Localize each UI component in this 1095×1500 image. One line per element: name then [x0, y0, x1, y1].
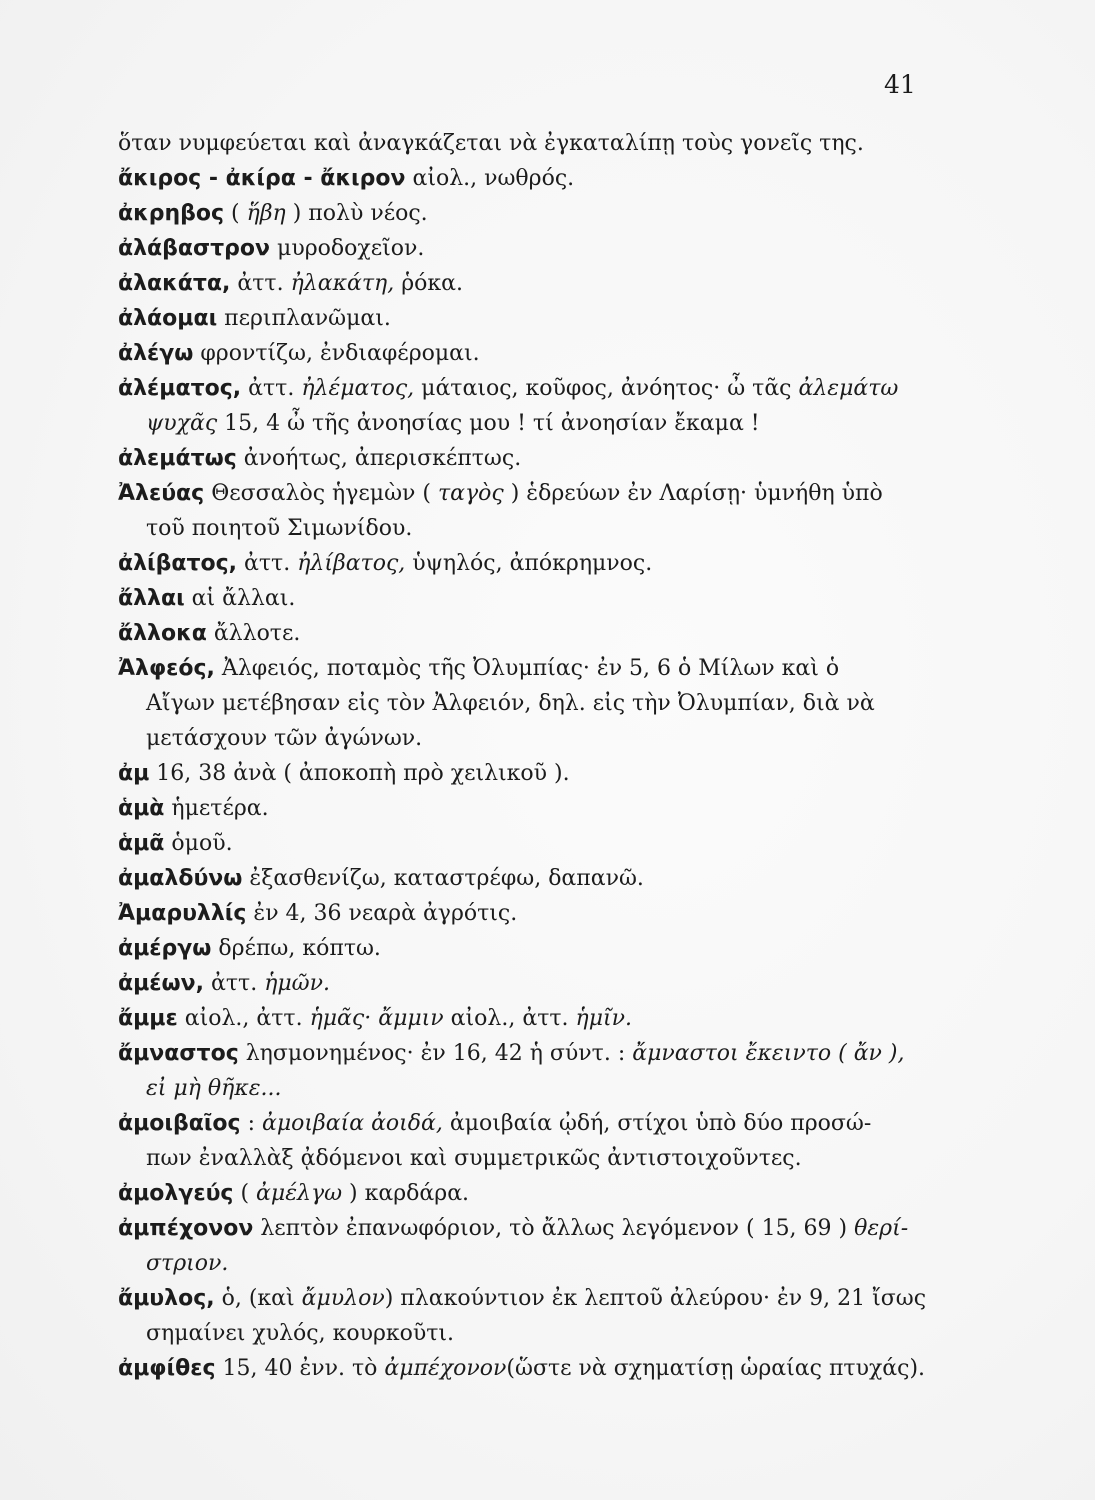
italic-text: ἠλέματος, [301, 376, 415, 401]
italic-text: ἄμυλον [301, 1286, 385, 1311]
definition-text: ) ἑδρεύων ἐν Λαρίσῃ· ὑμνήθη ὑπὸ [503, 481, 883, 506]
entry-line [118, 1106, 898, 1141]
italic-text: ἄμναστοι ἔκειντο ( ἄν ), [632, 1041, 905, 1066]
headword: ἀκρηβος [118, 201, 225, 226]
entry-continuation-line [118, 1141, 898, 1176]
page-number: 41 [884, 70, 916, 99]
definition-text: αἰολ., ἀττ. [177, 1006, 310, 1031]
entry-line [118, 231, 898, 266]
entry-continuation-line [118, 511, 898, 546]
headword: ἀλάβαστρον [118, 236, 271, 261]
entry-line [118, 791, 898, 826]
headword: ἄμμε [118, 1006, 178, 1031]
definition-text: 16, 38 ἀνὰ ( ἀποκοπὴ πρὸ χειλικοῦ ). [149, 761, 570, 786]
headword: ἁμᾶ [118, 831, 165, 856]
entry-continuation-line [118, 406, 898, 441]
italic-text: θερί- [854, 1216, 909, 1241]
definition-text: αἰολ., νωθρός. [405, 166, 575, 191]
italic-text: ἀμοιβαία ἀοιδά, [262, 1111, 443, 1136]
entry-line [118, 861, 898, 896]
italic-text: ἀμπέχονον [384, 1356, 507, 1381]
italic-text: ἀλεμάτω [798, 376, 899, 401]
entry-line [118, 1001, 898, 1036]
headword: ἄκιρος - ἀκίρα - ἄκιρον [118, 166, 406, 191]
italic-text: ἠλακάτη, [290, 271, 395, 296]
entry-line [118, 1036, 905, 1071]
italic-text: ἀμέλγω [256, 1181, 343, 1206]
definition-text: (ὥστε νὰ σχηματίσῃ ὡραίας πτυχάς). [506, 1356, 926, 1381]
definition-text: πων ἐναλλὰξ ᾀδόμενοι καὶ συμμετρικῶς ἀντιστοιχοῦντες. [146, 1146, 802, 1171]
entry-line [118, 161, 898, 196]
entry-line [118, 581, 898, 616]
entry-line [118, 1351, 926, 1386]
definition-text: αἰολ., ἀττ. [443, 1006, 576, 1031]
headword: ἀμοιβαῖος [118, 1111, 241, 1136]
headword: ἀμπέχονον [118, 1216, 254, 1241]
definition-text: μετάσχουν τῶν ἀγώνων. [146, 726, 423, 751]
definition-text: ( [233, 1181, 257, 1206]
definition-text: ἀττ. [241, 376, 302, 401]
italic-text: ἥβη [246, 201, 286, 226]
headword: ἄμυλος, [118, 1286, 215, 1311]
italic-text: ψυχᾶς [146, 411, 218, 436]
entry-continuation-line [118, 721, 898, 756]
italic-text: ἡμῖν. [575, 1006, 632, 1031]
entry-line [118, 196, 898, 231]
entry-continuation-line [118, 1316, 898, 1351]
headword: ἀλέγω [118, 341, 194, 366]
definition-text: ( [224, 201, 247, 226]
entry-line [118, 441, 898, 476]
entry-line [118, 301, 898, 336]
headword: ἀλεμάτως [118, 446, 237, 471]
italic-text: ἠλίβατος, [297, 551, 406, 576]
definition-text: ἐν 4, 36 νεαρὰ ἀγρότις. [246, 901, 518, 926]
headword: ἄμναστος [118, 1041, 239, 1066]
definition-text: 15, 4 ὦ τῆς ἀνοησίας μου ! τί ἀνοησίαν ἔκαμα ! [217, 411, 760, 436]
entry-line [118, 616, 898, 651]
definition-text: ὁμοῦ. [164, 831, 233, 856]
definition-text: φροντίζω, ἐνδιαφέρομαι. [193, 341, 480, 366]
definition-text: ἄλλοτε. [206, 621, 301, 646]
entry-line [118, 266, 898, 301]
entry-line [118, 126, 898, 161]
italic-text: ἡμᾶς· ἄμμιν [309, 1006, 444, 1031]
entry-line [118, 966, 898, 1001]
entry-line [118, 1281, 927, 1316]
definition-text: μυροδοχεῖον. [270, 236, 425, 261]
definition-text: ἀττ. [230, 271, 291, 296]
entry-continuation-line [118, 1246, 898, 1281]
entry-continuation-line [118, 1071, 898, 1106]
definition-text: ὑψηλός, ἀπόκρημνος. [405, 551, 653, 576]
definition-text: σημαίνει χυλός, κουρκοῦτι. [146, 1321, 455, 1346]
definition-text: Ἀλφειός, ποταμὸς τῆς Ὀλυμπίας· ἐν 5, 6 ὁ Μίλων καὶ ὁ [214, 656, 840, 681]
definition-text: ) πλακούντιον ἐκ λεπτοῦ ἀλεύρου· ἐν 9, 21 ἴσως [384, 1286, 927, 1311]
headword: ἀλάομαι [118, 306, 218, 331]
headword: ἀμ [118, 761, 150, 786]
definition-text: ἀττ. [204, 971, 265, 996]
definition-text: λησμονημένος· ἐν 16, 42 ἡ σύντ. : [238, 1041, 633, 1066]
headword: Ἀλφεός, [118, 656, 215, 681]
entry-line [118, 756, 898, 791]
entry-line [118, 371, 898, 406]
definition-text: Θεσσαλὸς ἡγεμὼν ( [204, 481, 438, 506]
italic-text: ἡμῶν. [264, 971, 330, 996]
definition-text: περιπλανῶμαι. [217, 306, 391, 331]
headword: ἀλέματος, [118, 376, 242, 401]
definition-text: ) καρδάρα. [342, 1181, 470, 1206]
definition-text: Αἴγων μετέβησαν εἰς τὸν Ἀλφειόν, δηλ. εἰς τὴν Ὀλυμπίαν, διὰ νὰ [146, 691, 875, 716]
definition-text: ) πολὺ νέος. [285, 201, 428, 226]
definition-text: ὅταν νυμφεύεται καὶ ἀναγκάζεται νὰ ἐγκαταλίπῃ τοὺς γονεῖς της. [118, 131, 864, 156]
entry-line [118, 1211, 909, 1246]
headword: ἀμέργω [118, 936, 212, 961]
entry-continuation-line [118, 686, 898, 721]
definition-text: μάταιος, κοῦφος, ἀνόητος· ὦ τᾶς [414, 376, 799, 401]
headword: ἀμολγεύς [118, 1181, 234, 1206]
entry-line [118, 476, 898, 511]
italic-text: εἰ μὴ θῆκε... [146, 1076, 282, 1101]
definition-text: ἀττ. [237, 551, 298, 576]
definition-text: δρέπω, κόπτω. [211, 936, 381, 961]
definition-text: 15, 40 ἐνν. τὸ [215, 1356, 385, 1381]
definition-text: : [240, 1111, 262, 1136]
definition-text: ῥόκα. [394, 271, 463, 296]
headword: ἀλίβατος, [118, 551, 238, 576]
entry-line [118, 336, 898, 371]
headword: ἀμφίθες [118, 1356, 216, 1381]
definition-text: ὁ, (καὶ [214, 1286, 302, 1311]
headword: ἀμαλδύνω [118, 866, 243, 891]
definition-text: ἐξασθενίζω, καταστρέφω, δαπανῶ. [242, 866, 644, 891]
entry-line [118, 826, 898, 861]
definition-text: ἀνοήτως, ἀπερισκέπτως. [236, 446, 522, 471]
entry-line [118, 546, 898, 581]
definition-text: λεπτὸν ἐπανωφόριον, τὸ ἄλλως λεγόμενον ( 15, 69 ) [253, 1216, 855, 1241]
definition-text: ἀμοιβαία ᾠδή, στίχοι ὑπὸ δύο προσώ- [442, 1111, 872, 1136]
entry-line [118, 651, 898, 686]
definition-text: τοῦ ποιητοῦ Σιμωνίδου. [146, 516, 413, 541]
definition-text: ἡμετέρα. [164, 796, 269, 821]
headword: ἀμέων, [118, 971, 205, 996]
headword: ἄλλαι [118, 586, 185, 611]
glossary-entries [118, 126, 927, 1386]
definition-text: αἱ ἄλλαι. [184, 586, 296, 611]
headword: Ἀλεύας [118, 481, 205, 506]
entry-line [118, 931, 898, 966]
entry-line [118, 896, 898, 931]
italic-text: στριον. [146, 1251, 229, 1276]
headword: ἁμὰ [118, 796, 165, 821]
headword: ἀλακάτα, [118, 271, 231, 296]
headword: Ἀμαρυλλίς [118, 901, 247, 926]
entry-line [118, 1176, 898, 1211]
headword: ἄλλοκα [118, 621, 207, 646]
italic-text: ταγὸς [437, 481, 504, 506]
